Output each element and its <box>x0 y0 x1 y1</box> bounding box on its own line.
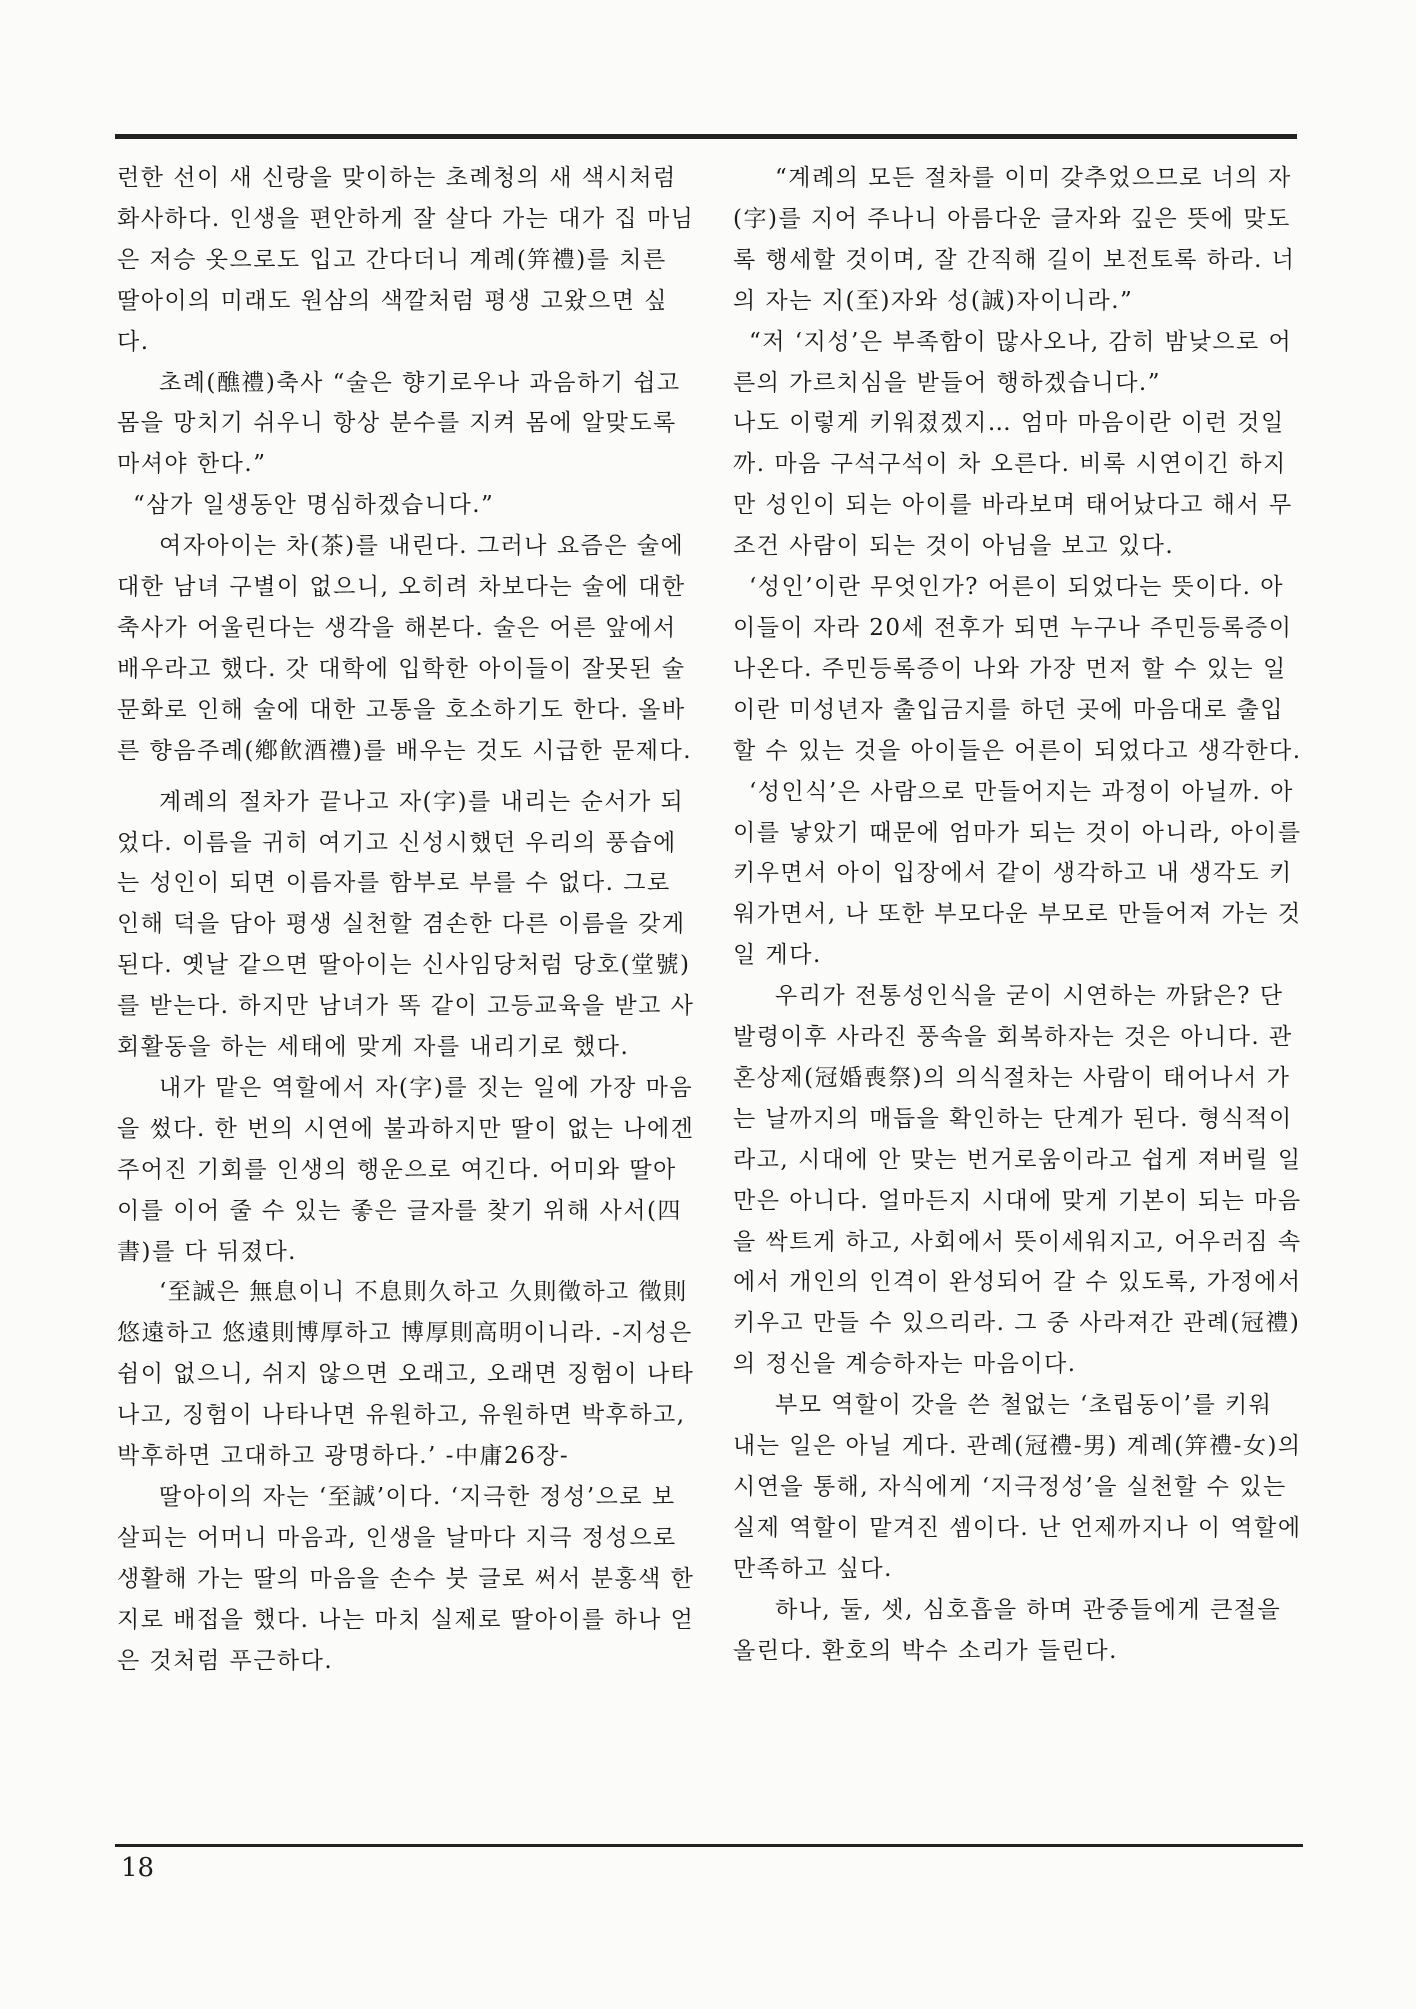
paragraph: 우리가 전통성인식을 굳이 시연하는 까닭은? 단발령이후 사라진 풍속을 회복하자는 것은 아니다. 관혼상제(冠婚喪祭)의 의식절차는 사람이 태어나서 가는 날까지의 매듭을 확인하는 단계가 된다. 형식적이라고, 시대에 안 맞는 번거로움이라고 쉽게 져버릴 일만은 아니다. 얼마든지 시대에 맞게 기본이 되는 마음을 싹트게 하고, 사회에서 뜻이세워지고, 어우러짐 속에서 개인의 인격이 완성되어 갈 수 있도록, 가정에서 키우고 만들 수 있으리라. 그 중 사라져간 관례(冠禮)의 정신을 계승하자는 마음이다. <box>733 983 1302 1378</box>
right-text-column <box>733 158 1303 1672</box>
paragraph: ‘성인식’은 사람으로 만들어지는 과정이 아닐까. 아이를 낳았기 때문에 엄마가 되는 것이 아니라, 아이를 키우면서 아이 입장에서 같이 생각하고 내 생각도 키워가면서, 나 또한 부모다운 부모로 만들어져 가는 것일 게다. <box>733 778 1302 969</box>
paragraph: 내가 맡은 역할에서 자(字)를 짓는 일에 가장 마음을 썼다. 한 번의 시연에 불과하지만 딸이 없는 나에겐 주어진 기회를 인생의 행운으로 여긴다. 어미와 딸아이를 이어 줄 수 있는 좋은 글자를 찾기 위해 사서(四書)를 다 뒤졌다. <box>117 1074 695 1265</box>
quotation-paragraph: ‘至誠은 無息이니 不息則久하고 久則徵하고 徵則悠遠하고 悠遠則博厚하고 博厚則高明이니라. -지성은 쉼이 없으니, 쉬지 않으면 오래고, 오래면 징험이 나타나고, 징험이 나타나면 유원하고, 유원하면 박후하고, 박후하면 고대하고 광명하다.’ -中庸26장- <box>117 1279 695 1470</box>
paragraph: ‘성인’이란 무엇인가? 어른이 되었다는 뜻이다. 아이들이 자라 20세 전후가 되면 누구나 주민등록증이 나온다. 주민등록증이 나와 가장 먼저 할 수 있는 일이란 미성년자 출입금지를 하던 곳에 마음대로 출입할 수 있는 것을 아이들은 어른이 되었다고 생각한다. <box>733 574 1302 764</box>
footer-rule <box>115 1844 1303 1847</box>
paragraph: “삼가 일생동안 명심하겠습니다.” <box>133 492 495 519</box>
page-number: 18 <box>121 1853 155 1883</box>
header-rule <box>115 134 1297 139</box>
paragraph: 하나, 둘, 셋, 심호흡을 하며 관중들에게 큰절을 올린다. 환호의 박수 소리가 들린다. <box>733 1596 1282 1664</box>
paragraph: 런한 선이 새 신랑을 맞이하는 초례청의 새 색시처럼 화사하다. 인생을 편안하게 잘 살다 가는 대가 집 마님은 저승 옷으로도 입고 간다더니 계례(笄禮)를 치른 딸아이의 미래도 원삼의 색깔처럼 평생 고왔으면 싶다. <box>117 165 695 355</box>
paragraph: 딸아이의 자는 ‘至誠’이다. ‘지극한 정성’으로 보살피는 어머니 마음과, 인생을 날마다 지극 정성으로 생활해 가는 딸의 마음을 손수 붓 글로 써서 분홍색 한지로 배접을 했다. 나는 마치 실제로 딸아이를 하나 얻은 것처럼 푸근하다. <box>117 1484 695 1674</box>
paragraph: 여자아이는 차(茶)를 내린다. 그러나 요즘은 술에 대한 남녀 구별이 없으니, 오히려 차보다는 술에 대한 축사가 어울린다는 생각을 해본다. 술은 어른 앞에서 배우라고 했다. 갓 대학에 입학한 아이들이 잘못된 술 문화로 인해 술에 대한 고통을 호소하기도 한다. 올바른 향음주례(鄕飮酒禮)를 배우는 것도 시급한 문제다. <box>117 533 693 764</box>
paragraph: 나도 이렇게 키워졌겠지… 엄마 마음이란 이런 것일까. 마음 구석구석이 차 오른다. 비록 시연이긴 하지만 성인이 되는 아이를 바라보며 태어났다고 해서 무조건 사람이 되는 것이 아님을 보고 있다. <box>733 410 1293 560</box>
paragraph: “계례의 모든 절차를 이미 갖추었으므로 너의 자(字)를 지어 주나니 아름다운 글자와 깊은 뜻에 맞도록 행세할 것이며, 잘 간직해 길이 보전토록 하라. 너의 자는 지(至)자와 성(誠)자이니라.” <box>733 165 1296 314</box>
left-text-column <box>117 158 697 1682</box>
paragraph: 초례(醮禮)축사 “술은 향기로우나 과음하기 쉽고 몸을 망치기 쉬우니 항상 분수를 지켜 몸에 알맞도록 마셔야 한다.” <box>117 369 681 478</box>
paragraph: “저 ‘지성’은 부족함이 많사오나, 감히 밤낮으로 어른의 가르치심을 받들어 행하겠습니다.” <box>733 328 1293 396</box>
paragraph: 계례의 절차가 끝나고 자(字)를 내리는 순서가 되었다. 이름을 귀히 여기고 신성시했던 우리의 풍습에는 성인이 되면 이름자를 함부로 부를 수 없다. 그로 인해 덕을 담아 평생 실천할 겸손한 다른 이름을 갖게 된다. 옛날 같으면 딸아이는 신사임당처럼 당호(堂號)를 받는다. 하지만 남녀가 똑 같이 고등교육을 받고 사회활동을 하는 세태에 맞게 자를 내리기로 했다. <box>117 788 695 1061</box>
paragraph: 부모 역할이 갓을 쓴 철없는 ‘초립동이’를 키워 내는 일은 아닐 게다. 관례(冠禮-男) 계례(笄禮-女)의 시연을 통해, 자식에게 ‘지극정성’을 실천할 수 있는 실제 역할이 맡겨진 셈이다. 난 언제까지나 이 역할에 만족하고 싶다. <box>733 1392 1302 1582</box>
